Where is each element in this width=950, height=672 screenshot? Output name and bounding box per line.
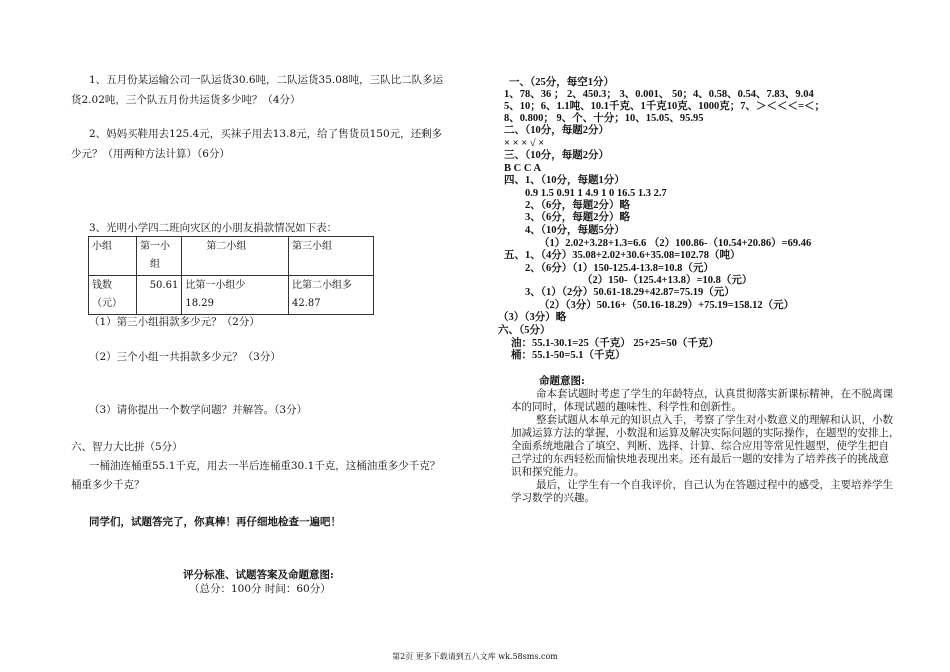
- answer-section-1-title: 一、（25分，每空1分）: [509, 77, 614, 88]
- header-cell-group-2: 第二小组: [182, 237, 289, 276]
- q3-intro: 3、光明小学四二班向灾区的小朋友捐款情况如下表：: [89, 222, 338, 234]
- intent-line: 命本套试题时考虑了学生的年龄特点，认真贯彻落实新课标精神，在不脱离课: [536, 388, 893, 400]
- answer-line: 2、（6分，每题2分）略: [525, 200, 630, 211]
- answer-section-3-title: 三、（10分，每题2分）: [504, 150, 609, 161]
- value-cell-group-1: 50.61: [137, 276, 182, 315]
- answer-line: × × × √ ×: [504, 138, 545, 149]
- intent-line: 己学过的东西轻松而愉快地表现出来。还有最后一题的安排为了培养孩子的挑战意: [511, 453, 889, 465]
- answer-line: 3、（6分，每题2分）略: [525, 212, 630, 223]
- table-header-row: [89, 237, 374, 276]
- value-cell-group-2-line-1: 比第一小组少: [185, 280, 246, 291]
- answer-line: 0.9 1.5 0.91 1 4.9 1 0 16.5 1.3 2.7: [525, 188, 667, 199]
- q1-line-1: 1、五月份某运输公司一队运货30.6吨，二队运货35.08吨，三队比二队多运: [89, 74, 444, 86]
- value-cell-group-3: [289, 276, 374, 315]
- answer-line: 5、10；6、1.1吨、10.1千克、1千克10克、1000克；7、＞＜＜＜=＜；: [504, 101, 825, 112]
- value-cell-group-2: [182, 276, 289, 315]
- q1-line-2: 货2.02吨，三个队五月份共运货多少吨？（4分）: [71, 94, 301, 106]
- intent-line: 本的同时，体现试题的趣味性、科学性和创新性。: [511, 401, 742, 413]
- section-6-title: 六、智力大比拼（5分）: [71, 441, 183, 453]
- row-label-cell: [89, 276, 137, 315]
- answer-section-2-title: 二、（10分，每题2分）: [504, 125, 609, 136]
- section-6-line-2: 桶重多少千克？: [71, 479, 145, 491]
- answer-line: 8、0.800； 9、个、十分；10、15.05、95.95: [504, 113, 704, 124]
- answer-line: 2、（6分）（1）150-125.4-13.8=10.8（元）: [525, 263, 714, 274]
- answer-line: （2）（3分）50.16+（50.16-18.29）+75.19=158.12（元）: [539, 300, 795, 311]
- answer-line: （3）（3分）略: [498, 312, 567, 323]
- intent-line: 整套试题从本单元的知识点入手，考察了学生对小数意义的理解和认识，小数: [536, 414, 893, 426]
- intent-line: 学习数学的兴趣。: [511, 492, 595, 504]
- answer-line: 桶：55.1-50=5.1（千克）: [511, 350, 626, 361]
- value-cell-group-2-line-2: 18.29: [185, 298, 214, 309]
- header-cell-group-1-line-1: 第一小: [140, 241, 171, 252]
- header-cell-group: 小组: [89, 237, 137, 276]
- answer-line: 油：55.1-30.1=25（千克） 25+25=50（千克）: [511, 338, 719, 349]
- answer-section-4-title: 四、1、（10分，每题1分）: [504, 175, 625, 186]
- q3-part-1: （1）第三小组捐款多少元？（2分）: [89, 316, 260, 328]
- page-footer: 第2页 更多下载请到五八文库 wk.58sms.com: [392, 652, 558, 661]
- answer-line: （1）2.02+3.28+1.3=6.6 （2）100.86-（10.54+20.86）=69.46: [539, 238, 812, 249]
- answer-line: 4、（10分，每题5分）: [525, 225, 625, 236]
- value-cell-group-3-line-1: 比第二小组多: [292, 280, 353, 291]
- intent-line: 加减运算方法的掌握，小数混和运算及解决实际问题的实际操作，在题型的安排上，: [511, 427, 900, 439]
- answer-line: （2）150-（125.4+13.8）=10.8（元）: [582, 275, 753, 286]
- answer-line: 1、78、36 ； 2、450.3； 3、0.001、 50；4、0.58、0.54、7.83、9.04: [504, 89, 814, 100]
- header-cell-group-3: 第三小组: [289, 237, 374, 276]
- closing-message: 同学们，试题答完了，你真棒！再仔细地检查一遍吧！: [89, 516, 341, 528]
- intent-line: 最后，让学生有一个自我评价，自己认为在答题过程中的感受，主要培养学生: [536, 479, 893, 491]
- header-cell-group-1: [137, 237, 182, 276]
- answer-line: B C C A: [504, 163, 542, 174]
- row-label-line-1: 钱数: [92, 280, 112, 291]
- q3-part-2: （2）三个小组一共捐款多少元？（3分）: [89, 351, 281, 363]
- section-6-line-1: 一桶油连桶重55.1千克，用去一半后连桶重30.1千克，这桶油重多少千克？: [89, 460, 441, 472]
- table-row: [89, 276, 374, 315]
- donation-table: [88, 236, 374, 315]
- intent-title: 命题意图:: [539, 375, 585, 387]
- grading-title: 评分标准、试题答案及命题意图:: [183, 569, 334, 581]
- q2-line-2: 少元？（用两种方法计算）（6分）: [71, 148, 230, 160]
- value-cell-group-3-line-2: 42.87: [292, 298, 321, 309]
- q3-part-3: （3）请你提出一个数学问题？并解答。（3分）: [89, 404, 308, 416]
- header-cell-group-1-line-2: 组: [150, 259, 161, 270]
- answer-section-6-title: 六、（5分）: [498, 325, 551, 336]
- intent-line: 全面系统地融合了填空、判断、选择、计算、综合应用等常见性题型，使学生把自: [511, 440, 889, 452]
- q2-line-1: 2、妈妈买鞋用去125.4元，买袜子用去13.8元，给了售货员150元，还剩多: [89, 128, 443, 140]
- row-label-line-2: （元）: [92, 298, 122, 309]
- answer-line: 3、（1）（2分）50.61-18.29+42.87=75.19（元）: [525, 287, 735, 298]
- intent-line: 识和探究能力。: [511, 466, 585, 478]
- grading-subtitle: （总分：100分 时间：60分）: [189, 583, 331, 595]
- answer-section-5-title: 五、1、（4分）35.08+2.02+30.6+35.08=102.78（吨）: [504, 250, 741, 261]
